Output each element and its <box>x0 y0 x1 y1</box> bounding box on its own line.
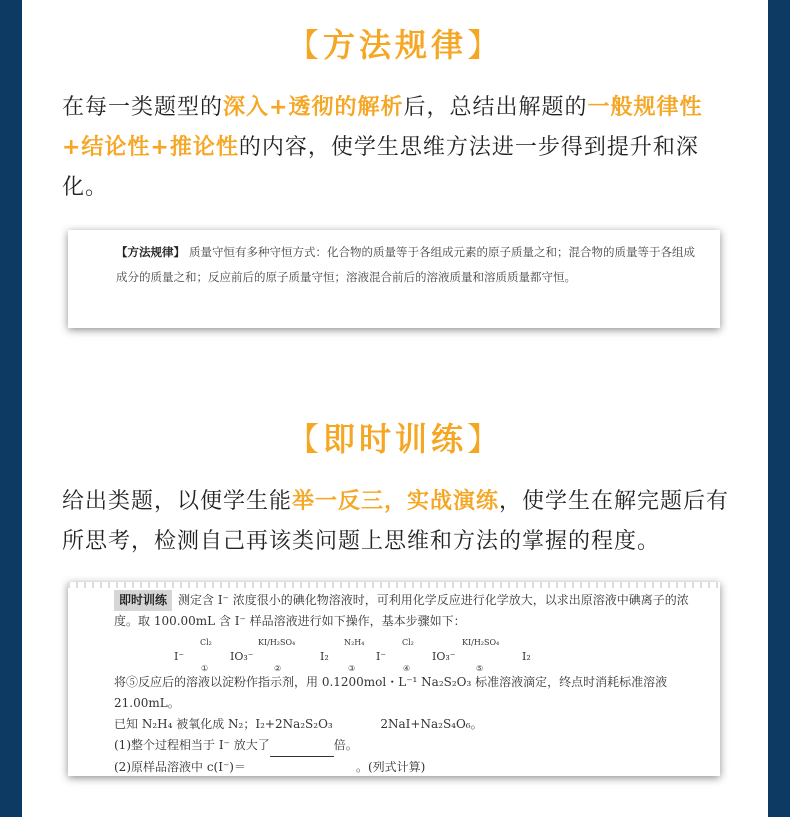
content-page <box>22 0 768 817</box>
known-reaction: 已知 N₂H₄ 被氧化成 N₂；I₂+2Na₂S₂O₃ 2NaI+Na₂S₄O₆。 <box>114 717 483 731</box>
highlight-text: 深入+透彻的解析 <box>223 95 404 120</box>
question-2: (2)原样品溶液中 c(I⁻)＝ 。(列式计算) <box>114 757 698 776</box>
titration-text: 将⑤反应后的溶液以淀粉作指示剂，用 0.1200mol・L⁻¹ Na₂S₂O₃ 标准溶液滴定，终点时消耗标准溶液 21.00mL。 <box>114 675 668 710</box>
question-intro: 即时训练 测定含 I⁻ 浓度很小的碘化物溶液时，可利用化学反应进行化学放大，以求出原溶液中碘离子的浓度。取 100.00mL 含 I⁻ 样品溶液进行如下操作，基本步骤如下： <box>114 590 698 632</box>
answer-blank-1 <box>270 735 334 757</box>
practice-sample-card <box>68 582 720 776</box>
method-tag: 【方法规律】 <box>116 245 185 259</box>
method-sample-card <box>68 230 720 328</box>
method-intro-paragraph: 在每一类题型的深入+透彻的解析后，总结出解题的一般规律性+结论性+推论性的内容，使学生思维方法进一步得到提升和深化。 <box>62 95 703 200</box>
card-top-edge <box>68 582 720 588</box>
reaction-chain: I⁻ Cl₂ ① IO₃⁻ KI/H₂SO₄ ② I₂ N₂H₄ ③ I⁻ Cl₂ ④ IO₃⁻ KI/H₂SO₄ ⑤ I₂ <box>174 638 531 673</box>
question-1: (1)整个过程相当于 I⁻ 放大了 倍。 <box>114 735 698 757</box>
practice-question <box>114 590 698 776</box>
section-title-method: 【方法规律】 <box>286 26 504 64</box>
highlight-text: 一般规律性+结论性+推论性 <box>62 95 703 160</box>
section-title-practice: 【即时训练】 <box>286 420 504 458</box>
section-title-text: 方法规律 <box>322 26 467 64</box>
practice-tag: 即时训练 <box>114 590 172 611</box>
practice-intro-paragraph: 给出类题，以便学生能举一反三，实战演练，使学生在解完题后有所思考，检测自己再该类问题上思维和方法的掌握的程度。 <box>62 489 730 554</box>
highlight-text: 举一反三，实战演练 <box>292 489 500 514</box>
section-title-text: 即时训练 <box>322 420 467 458</box>
method-sample-text: 【方法规律】 质量守恒有多种守恒方式：化合物的质量等于各组成元素的原子质量之和；混合物的质量等于各组成成分的质量之和；反应前后的原子质量守恒；溶液混合前后的溶液质量和溶质质量都守恒。 <box>116 245 695 284</box>
answer-blank-2 <box>246 757 356 776</box>
